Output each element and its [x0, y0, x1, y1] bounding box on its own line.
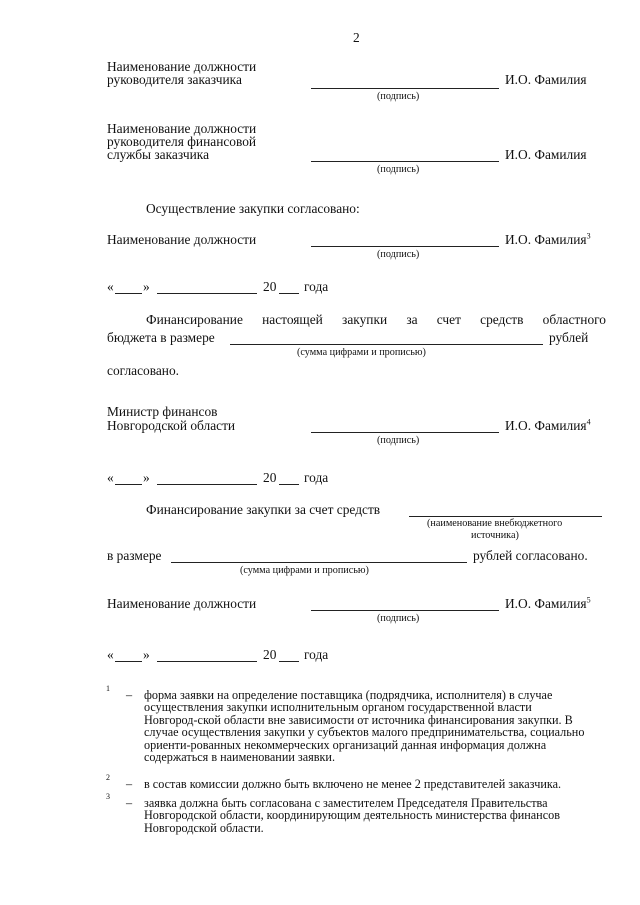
- signature-caption: (подпись): [377, 435, 420, 446]
- signature-caption: (подпись): [377, 613, 420, 624]
- footnote-text: в состав комиссии должно быть включено не менее 2 представителей заказчика.: [144, 777, 562, 791]
- funding-text: Финансирование закупки за счет средств: [146, 502, 381, 517]
- funding-text: бюджета в размере: [107, 330, 215, 345]
- signer-name-wrap: [505, 233, 591, 247]
- currency-label: рублей: [549, 330, 589, 345]
- date-quote-open: «: [107, 279, 114, 294]
- amount-blank: [230, 344, 543, 345]
- year-blank: [279, 484, 299, 485]
- signature-line: [311, 610, 499, 611]
- signer-name: И.О. Фамилия: [505, 232, 587, 247]
- month-blank: [157, 661, 257, 662]
- position-title-line: руководителя финансовой: [107, 134, 257, 149]
- signature-caption: (подпись): [377, 249, 420, 260]
- source-caption: источника): [471, 530, 519, 541]
- footnote-ref: 5: [586, 595, 591, 605]
- footnote-text: заявка должна быть согласована с заместителем Председателя Правительства Новгородской области, координирующим деятельность министерства финансов Новгородской области.: [144, 796, 560, 835]
- signer-name-wrap: [505, 597, 591, 611]
- day-blank: [115, 661, 142, 662]
- month-blank: [157, 484, 257, 485]
- source-caption: (наименование внебюджетного: [427, 518, 563, 529]
- year-blank: [279, 293, 299, 294]
- signature-line: [311, 161, 499, 162]
- day-blank: [115, 293, 142, 294]
- footnote-ref: 3: [586, 231, 591, 241]
- signer-name: И.О. Фамилия: [505, 147, 587, 162]
- year-prefix: 20: [263, 470, 277, 485]
- position-title: Наименование должности: [107, 232, 257, 247]
- footnote-dash: –: [126, 777, 133, 791]
- year-blank: [279, 661, 299, 662]
- signer-name: И.О. Фамилия: [505, 596, 587, 611]
- approval-heading: Осуществление закупки согласовано:: [146, 201, 360, 216]
- year-suffix: года: [304, 279, 329, 294]
- signature-line: [311, 246, 499, 247]
- position-title-line: службы заказчика: [107, 147, 210, 162]
- year-suffix: года: [304, 470, 329, 485]
- date-quote-close: »: [143, 279, 150, 294]
- date-quote-close: »: [143, 470, 150, 485]
- amount-caption: (сумма цифрами и прописью): [240, 565, 369, 576]
- year-suffix: года: [304, 647, 329, 662]
- signature-caption: (подпись): [377, 164, 420, 175]
- position-title: Наименование должности: [107, 596, 257, 611]
- footnote-number: 1: [106, 684, 110, 693]
- funding-text: рублей согласовано.: [473, 548, 588, 563]
- signature-line: [311, 432, 499, 433]
- year-prefix: 20: [263, 647, 277, 662]
- day-blank: [115, 484, 142, 485]
- page-number: 2: [353, 30, 360, 45]
- signature-line: [311, 88, 499, 89]
- footnote-number: 3: [106, 792, 110, 801]
- funding-text: в размере: [107, 548, 162, 563]
- year-prefix: 20: [263, 279, 277, 294]
- footnote-ref: 4: [586, 417, 591, 427]
- position-title-line: Наименование должности: [107, 121, 257, 136]
- amount-blank: [171, 562, 467, 563]
- signer-name: И.О. Фамилия: [505, 72, 587, 87]
- position-title-line: Министр финансов: [107, 404, 218, 419]
- signer-name-wrap: [505, 419, 591, 433]
- funding-text: Финансирование настоящей закупки за счет средств областного: [146, 312, 606, 327]
- footnote-dash: –: [126, 796, 133, 810]
- date-quote-open: «: [107, 470, 114, 485]
- funding-text: согласовано.: [107, 363, 180, 378]
- date-quote-open: «: [107, 647, 114, 662]
- signature-caption: (подпись): [377, 91, 420, 102]
- date-quote-close: »: [143, 647, 150, 662]
- footnote-dash: –: [126, 688, 133, 702]
- month-blank: [157, 293, 257, 294]
- position-title-line: руководителя заказчика: [107, 72, 242, 87]
- signer-name: И.О. Фамилия: [505, 418, 587, 433]
- footnote-number: 2: [106, 773, 110, 782]
- position-title-line: Новгородской области: [107, 418, 236, 433]
- source-blank: [409, 516, 602, 517]
- amount-caption: (сумма цифрами и прописью): [297, 347, 426, 358]
- footnote-text: форма заявки на определение поставщика (подрядчика, исполнителя) в случае осуществления закупки исполнительным органом государственной власти Новгород-ской области вне зависимости от источника финансирования закупки. В случае осуществления закупки у субъектов малого предпринимательства, социально ориенти-рованных некоммерческих организаций данная информация должна содержаться в наименовании заявки.: [144, 688, 585, 765]
- position-title-line: Наименование должности: [107, 59, 257, 74]
